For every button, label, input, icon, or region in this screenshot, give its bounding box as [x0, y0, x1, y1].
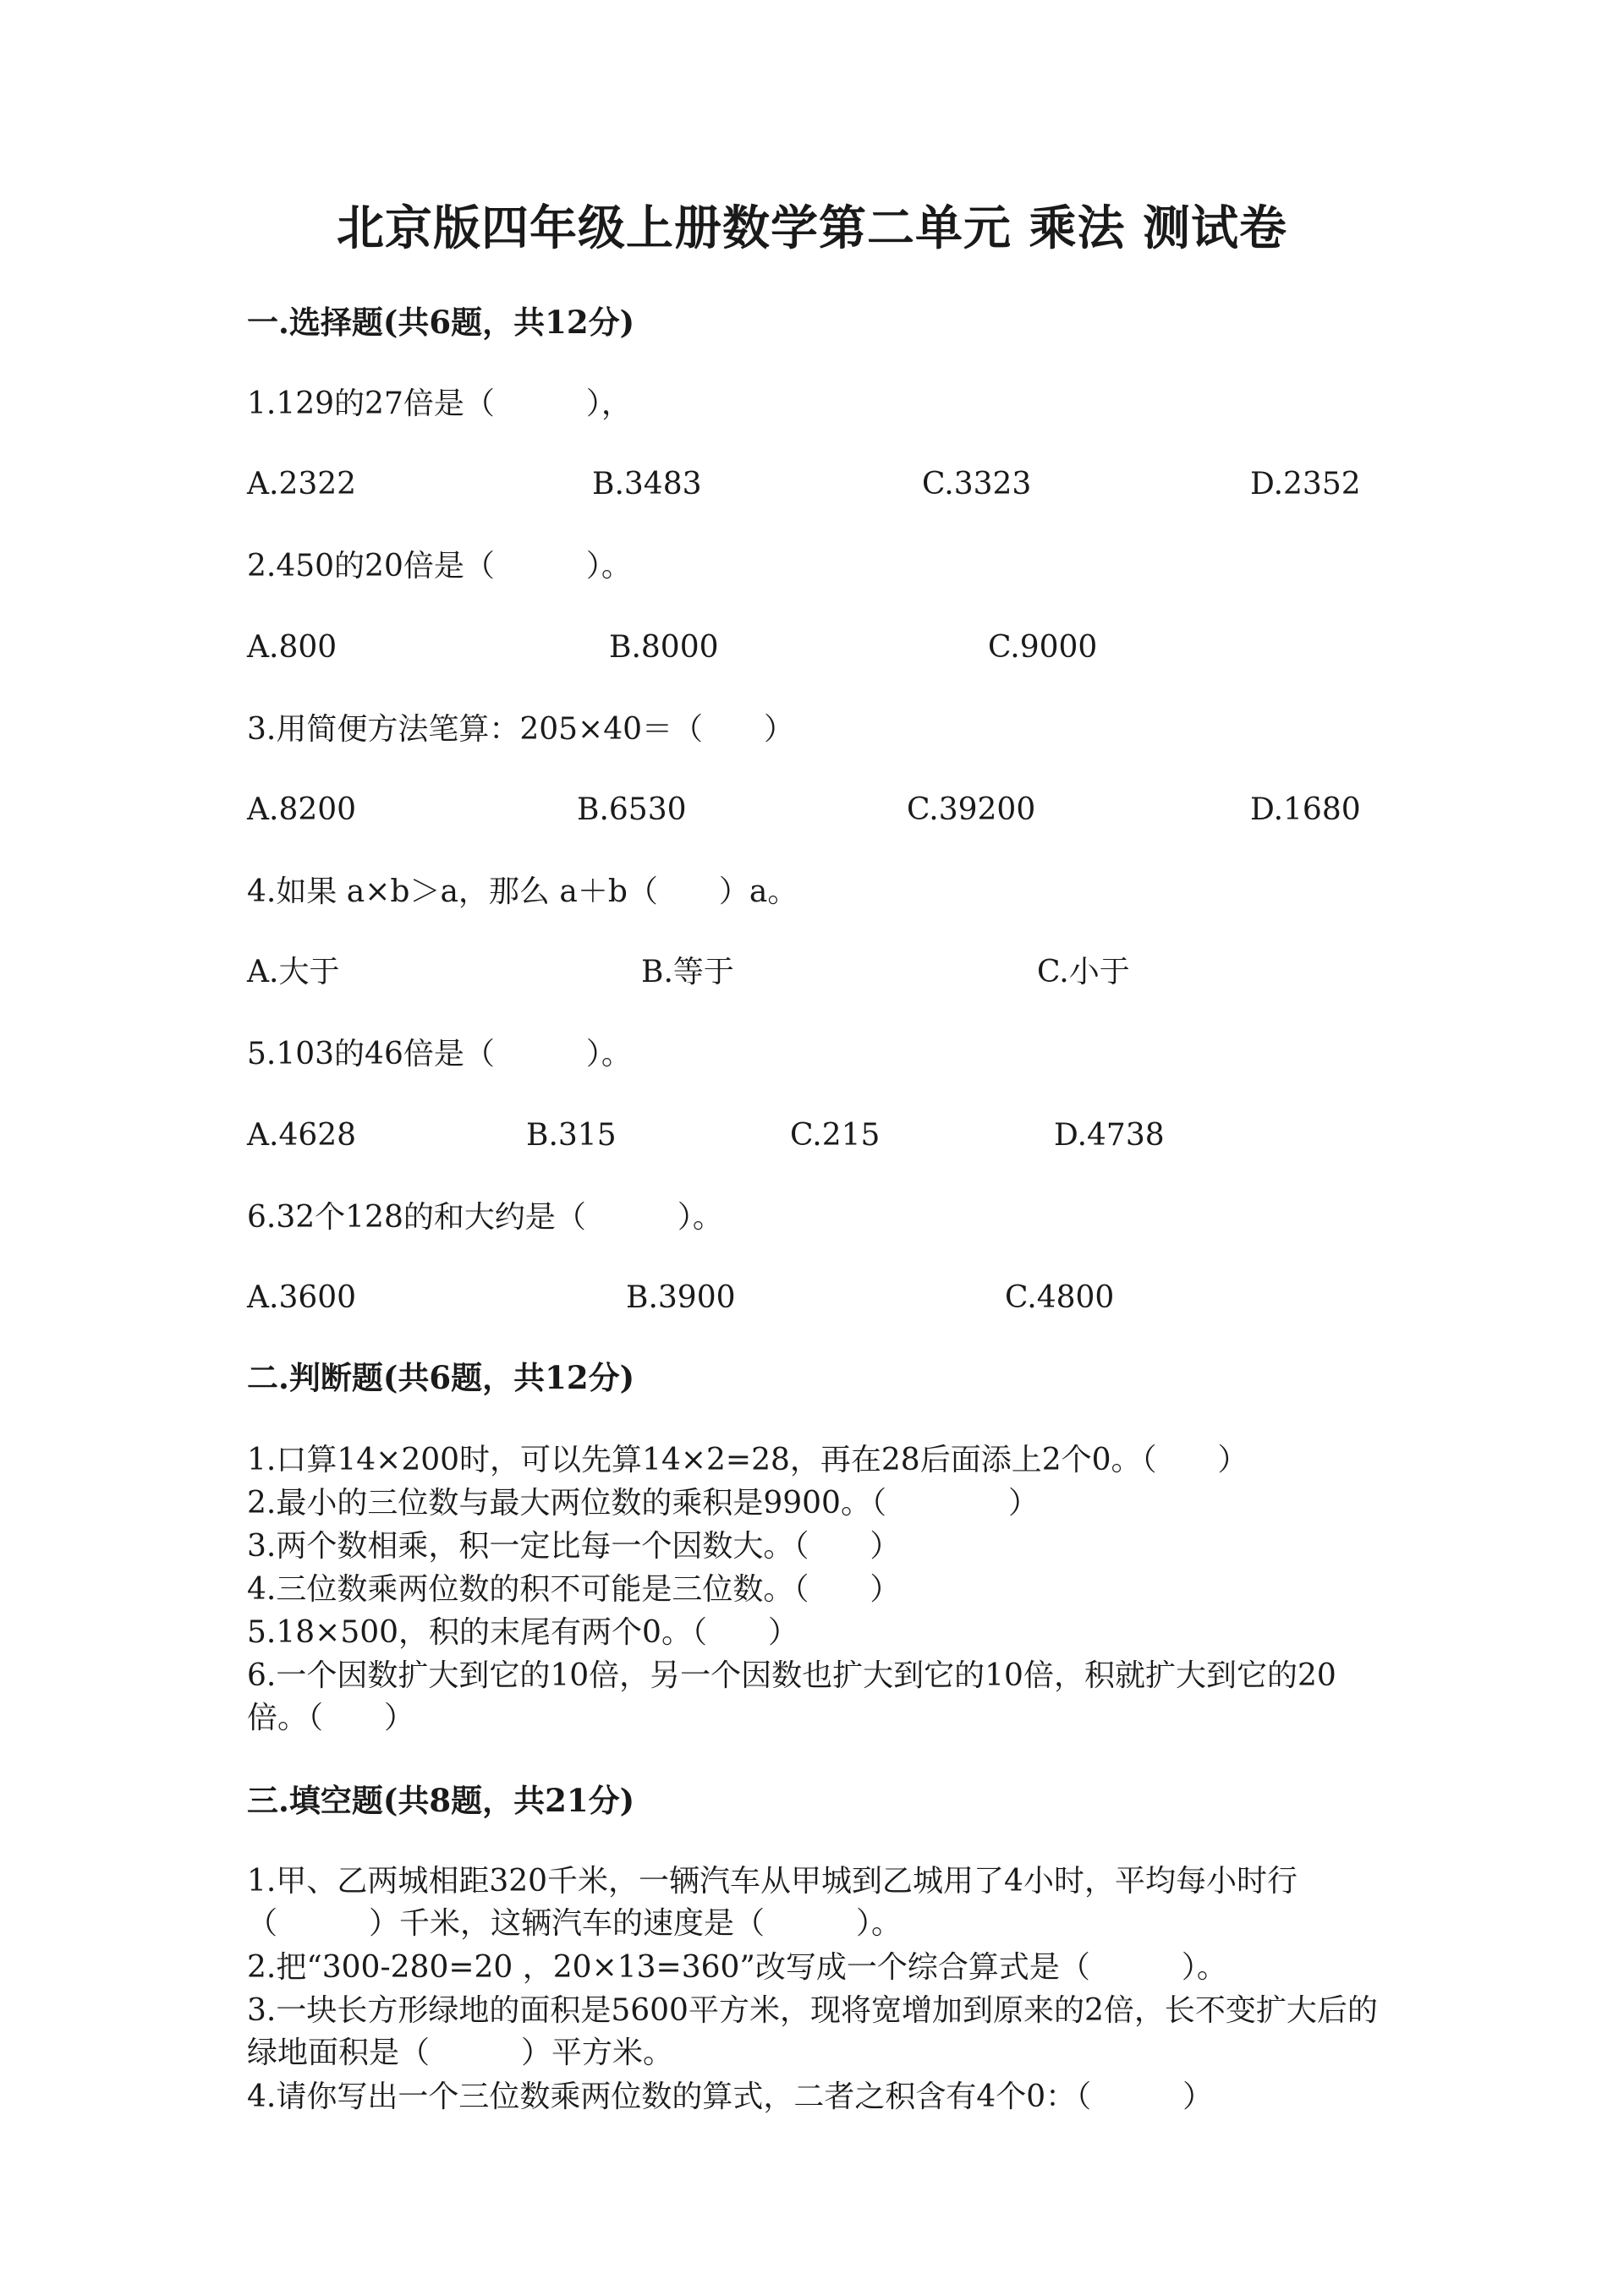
fill-item-4: 4.请你写出一个三位数乘两位数的算式，二者之积含有4个0：（ ） [247, 2080, 1214, 2114]
choice-2-option-a: A.800 [247, 630, 337, 665]
choice-question-2: 2.450的20倍是（ ）。 [247, 549, 632, 584]
choice-4-option-a: A.大于 [247, 955, 340, 989]
section-heading-fill-blank: 三.填空题(共8题，共21分) [247, 1782, 635, 1819]
choice-3-option-c: C.39200 [907, 792, 1036, 827]
page-title: 北京版四年级上册数学第二单元 乘法 测试卷 [337, 200, 1287, 256]
judgement-item-3: 3.两个数相乘，积一定比每一个因数大。（ ） [247, 1529, 901, 1564]
choice-6-option-c: C.4800 [1005, 1280, 1115, 1315]
judgement-item-6: 6.一个因数扩大到它的10倍，另一个因数也扩大到它的10倍，积就扩大到它的20倍。（ ） [247, 1658, 1336, 1735]
choice-4-option-c: C.小于 [1037, 955, 1130, 989]
choice-2-option-c: C.9000 [988, 630, 1098, 665]
fill-item-1: 1.甲、乙两城相距320千米，一辆汽车从甲城到乙城用了4小时，平均每小时行（ ）千米，这辆汽车的速度是（ ）。 [247, 1864, 1298, 1941]
choice-5-option-d: D.4738 [1054, 1118, 1165, 1153]
choice-1-option-a: A.2322 [247, 467, 357, 501]
fill-item-2: 2.把“300-280=20 ，20×13=360”改写成一个综合算式是（ ）。 [247, 1950, 1227, 1985]
judgement-item-4: 4.三位数乘两位数的积不可能是三位数。（ ） [247, 1572, 901, 1607]
choice-4-option-b: B.等于 [641, 955, 734, 989]
choice-3-option-d: D.1680 [1250, 792, 1361, 827]
choice-5-option-b: B.315 [526, 1118, 617, 1153]
choice-question-4: 4.如果 a×b＞a，那么 a＋b（ ）a。 [247, 874, 798, 909]
choice-question-3: 3.用简便方法笔算：205×40＝（ ） [247, 712, 795, 747]
fill-item-3: 3.一块长方形绿地的面积是5600平方米，现将宽增加到原来的2倍，长不变扩大后的绿地面积是（ ）平方米。 [247, 1993, 1378, 2070]
section-heading-judgement: 二.判断题(共6题，共12分) [247, 1359, 635, 1396]
choice-1-option-c: C.3323 [922, 467, 1032, 501]
judgement-item-5: 5.18×500，积的末尾有两个0。（ ） [247, 1615, 798, 1650]
choice-question-1: 1.129的27倍是（ ）， [247, 386, 632, 421]
choice-2-option-b: B.8000 [609, 630, 719, 665]
choice-5-option-a: A.4628 [247, 1118, 357, 1153]
choice-1-option-b: B.3483 [592, 467, 702, 501]
choice-3-option-b: B.6530 [577, 792, 687, 827]
judgement-item-1: 1.口算14×200时，可以先算14×2=28，再在28后面添上2个0。（ ） [247, 1443, 1248, 1477]
choice-question-6: 6.32个128的和大约是（ ）。 [247, 1200, 723, 1235]
judgement-item-2: 2.最小的三位数与最大两位数的乘积是9900。（ ） [247, 1486, 1039, 1521]
section-heading-choice: 一.选择题(共6题，共12分) [247, 304, 635, 341]
choice-5-option-c: C.215 [790, 1118, 881, 1153]
choice-6-option-b: B.3900 [626, 1280, 736, 1315]
choice-6-option-a: A.3600 [247, 1280, 357, 1315]
choice-question-5: 5.103的46倍是（ ）。 [247, 1037, 632, 1071]
choice-3-option-a: A.8200 [247, 792, 357, 827]
choice-1-option-d: D.2352 [1250, 467, 1361, 501]
